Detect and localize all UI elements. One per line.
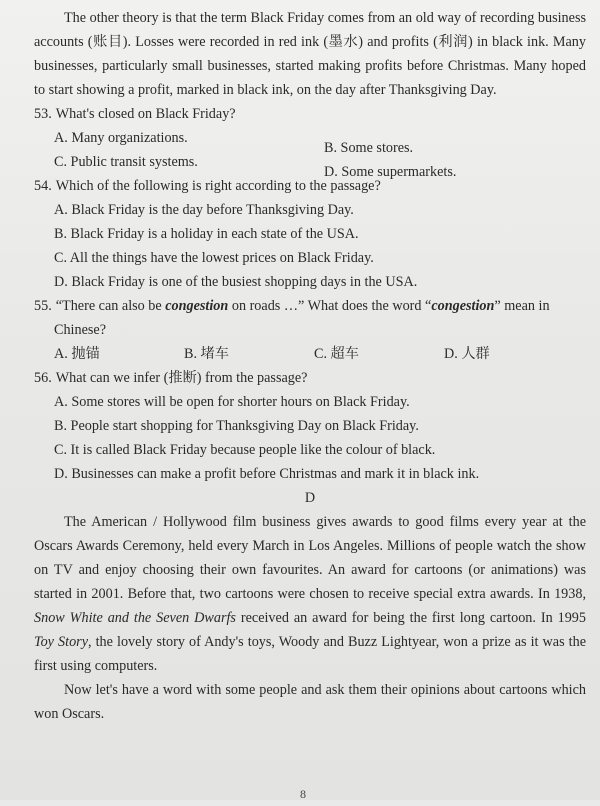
q56-option-d: D. Businesses can make a profit before Christmas and mark it in black ink. xyxy=(54,466,480,482)
question-55 xyxy=(34,294,586,342)
q53-option-a: A. Many organizations. xyxy=(54,130,188,146)
question-number: 53. xyxy=(34,106,52,122)
para1-text-a: The American / Hollywood film business gives awards to good films every year at the Oscars Awards Ceremony, held every March in Los Angeles. Millions of people watch the show on TV and enjoy choosing their own favourites. An award for cartoons (or animations) was started in 2001. Before that, two cartoons were chosen to receive special extra awards. In 1938, xyxy=(34,514,586,602)
section-d-paragraph-2: Now let's have a word with some people and ask them their opinions about cartoons which won Oscars. xyxy=(34,682,586,722)
film-title-toy-story: Toy Story xyxy=(34,634,88,650)
q53-option-b: B. Some stores. xyxy=(324,140,414,156)
question-number: 55. xyxy=(34,298,52,314)
q56-option-b: B. People start shopping for Thanksgiving Day on Black Friday. xyxy=(54,418,419,434)
keyword-congestion-quoted: congestion xyxy=(431,298,495,314)
question-stem: Which of the following is right according to the passage? xyxy=(55,178,381,194)
q53-options xyxy=(54,126,586,180)
q55-options xyxy=(54,342,586,366)
q53-option-c: C. Public transit systems. xyxy=(54,154,198,170)
question-number: 56. xyxy=(34,370,52,386)
para1-text-b: received an award for being the first long cartoon. In 1995 xyxy=(235,610,586,626)
question-56 xyxy=(34,366,586,390)
question-stem: What's closed on Black Friday? xyxy=(55,106,236,122)
section-title-d: D xyxy=(304,490,316,506)
section-d-paragraph-1 xyxy=(34,510,586,678)
page-number: 8 xyxy=(300,787,306,801)
q54-option-d: D. Black Friday is one of the busiest shopping days in the USA. xyxy=(54,274,418,290)
film-title-snow-white: Snow White and the Seven Dwarfs xyxy=(34,610,236,626)
q55-option-b: B. 堵车 xyxy=(184,346,229,362)
q54-option-a: A. Black Friday is the day before Thanksgiving Day. xyxy=(54,202,354,218)
keyword-congestion: congestion xyxy=(165,298,229,314)
q56-option-a: A. Some stores will be open for shorter hours on Black Friday. xyxy=(54,394,410,410)
q54-option-c: C. All the things have the lowest prices on Black Friday. xyxy=(54,250,374,266)
question-stem-part2: on roads …” What does the word “ xyxy=(228,298,432,314)
question-stem-part1: “There can also be xyxy=(55,298,166,314)
intro-paragraph: The other theory is that the term Black Friday comes from an old way of recording business accounts (账目). Losses were recorded in red ink (墨水) and profits (利润) in black ink. Many businesses, particularly small businesses, started making profits before Christmas. Many hoped to start showing a profit, marked in black ink, on the day after Thanksgiving Day. xyxy=(34,10,586,98)
q56-option-c: C. It is called Black Friday because people like the colour of black. xyxy=(54,442,436,458)
para1-text-c: , the lovely story of Andy's toys, Woody and Buzz Lightyear, won a prize as it was the first using computers. xyxy=(34,634,586,674)
q54-option-b: B. Black Friday is a holiday in each state of the USA. xyxy=(54,226,359,242)
question-53 xyxy=(34,102,586,126)
q55-option-c: C. 超车 xyxy=(314,346,359,362)
q53-option-d: D. Some supermarkets. xyxy=(324,164,457,180)
q55-option-d: D. 人群 xyxy=(444,346,490,362)
question-stem-part3: ” mean in Chinese? xyxy=(54,298,550,338)
question-stem: What can we infer (推断) from the passage? xyxy=(55,370,308,386)
q55-option-a: A. 抛锚 xyxy=(54,346,100,362)
question-number: 54. xyxy=(34,178,52,194)
